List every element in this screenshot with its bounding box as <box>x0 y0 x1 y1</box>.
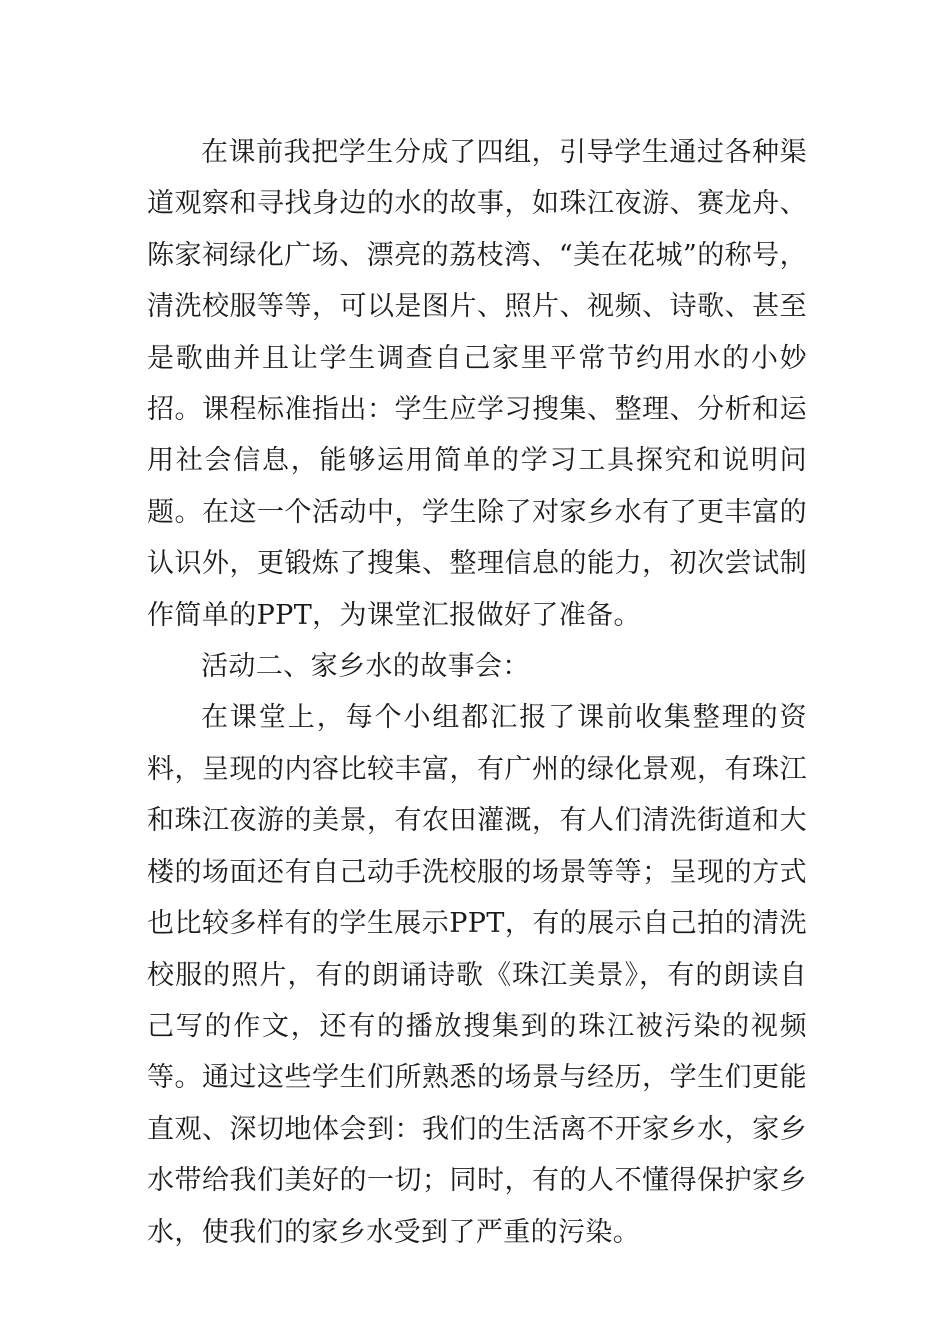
paragraph-activity-one-summary: 在课前我把学生分成了四组，引导学生通过各种渠道观察和寻找身边的水的故事，如珠江夜游、赛龙舟、陈家祠绿化广场、漂亮的荔枝湾、“美在花城”的称号，清洗校服等等，可以是图片、照片、视频、诗歌、甚至是歌曲并且让学生调查自己家里平常节约用水的小妙招。课程标准指出：学生应学习搜集、整理、分析和运用社会信息，能够运用简单的学习工具探究和说明问题。在这一个活动中，学生除了对家乡水有了更丰富的认识外，更锻炼了搜集、整理信息的能力，初次尝试制作简单的PPT，为课堂汇报做好了准备。 <box>147 137 807 631</box>
paragraph-activity-two-summary: 在课堂上，每个小组都汇报了课前收集整理的资料，呈现的内容比较丰富，有广州的绿化景观，有珠江和珠江夜游的美景，有农田灌溉，有人们清洗街道和大楼的场面还有自己动手洗校服的场景等等；呈现的方式也比较多样有的学生展示PPT，有的展示自己拍的清洗校服的照片，有的朗诵诗歌《珠江美景》，有的朗读自己写的作文，还有的播放搜集到的珠江被污染的视频等。通过这些学生们所熟悉的场景与经历，学生们更能直观、深切地体会到：我们的生活离不开家乡水，家乡水带给我们美好的一切；同时，有的人不懂得保护家乡水，使我们的家乡水受到了严重的污染。 <box>147 702 807 1248</box>
document-body <box>147 127 807 1258</box>
section-heading-activity-two: 活动二、家乡水的故事会： <box>201 651 530 683</box>
